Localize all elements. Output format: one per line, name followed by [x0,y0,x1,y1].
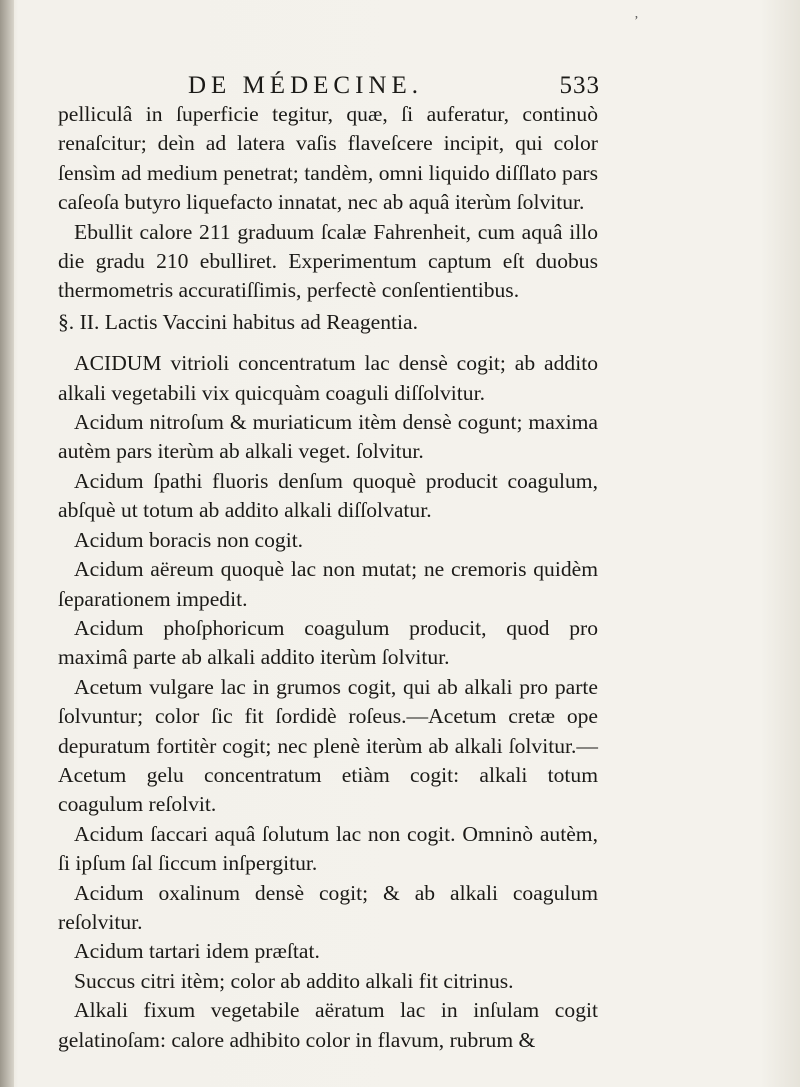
section-heading: §. II. Lactis Vaccini habitus ad Reagentia. [58,309,418,334]
page-binding-edge [0,0,14,1087]
page-number: 533 [559,72,600,99]
paragraph: Acidum phoſphoricum coagulum producit, quod pro maximâ parte ab alkali addito iterùm ſolvitur. [58,615,598,670]
page-corner-mark: ʼ [634,14,639,29]
paragraph: Acidum oxalinum densè cogit; & ab alkali coagulum reſolvitur. [58,880,598,934]
paragraph: Acidum aëreum quoquè lac non mutat; ne cremoris quidèm ſeparationem impedit. [58,557,598,611]
paragraph: Acidum ſpathi fluoris denſum quoquè producit coagulum, abſquè ut totum ab addito alkali diſſolvatur. [58,468,598,523]
paragraph: Alkali fixum vegetabile aëratum lac in inſulam cogit gelatinoſam: calore adhibito color in flavum, rubrum & [58,998,598,1052]
body-text [58,100,598,1055]
paragraph: Acidum boracis non cogit. [74,527,304,552]
paragraph: Acidum nitroſum & muriaticum itèm densè cogunt; maxima autèm pars iterùm ab alkali veget. ſolvitur. [58,410,598,464]
paragraph: Succus citri itèm; color ab addito alkali fit citrinus. [74,968,514,993]
paragraph: Acidum tartari idem præſtat. [74,939,320,964]
paragraph: Acidum ſaccari aquâ ſolutum lac non cogit. Omninò autèm, ſi ipſum ſal ſiccum inſpergitur. [58,821,598,876]
paragraph: pelliculâ in ſuperficie tegitur, quæ, ſi auferatur, continuò renaſcitur; deìn ad latera vaſis flaveſcere incipit, qui color ſensìm ad medium penetrat; tandèm, omni liquido diſſlato pars caſeoſa butyro liquefacto innatat, nec ab aquâ iterùm ſolvitur. [58,102,598,215]
paragraph: ACIDUM vitrioli concentratum lac densè cogit; ab addito alkali vegetabili vix quicquàm coaguli diſſolvitur. [58,351,598,405]
running-title: DE MÉDECINE. [188,72,423,99]
paragraph: Ebullit calore 211 graduum ſcalæ Fahrenheit, cum aquâ illo die gradu 210 ebulliret. Experimentum captum eſt duobus thermometris accuratiſſimis, perfectè conſentientibus. [58,219,598,303]
paragraph: Acetum vulgare lac in grumos cogit, qui ab alkali pro parte ſolvuntur; color ſic fit ſordidè roſeus.—Acetum cretæ ope depuratum fortitèr cogit; nec plenè iterùm ab alkali ſolvitur.—Acetum gelu concentratum etiàm cogit: alkali totum coagulum reſolvit. [58,674,598,817]
